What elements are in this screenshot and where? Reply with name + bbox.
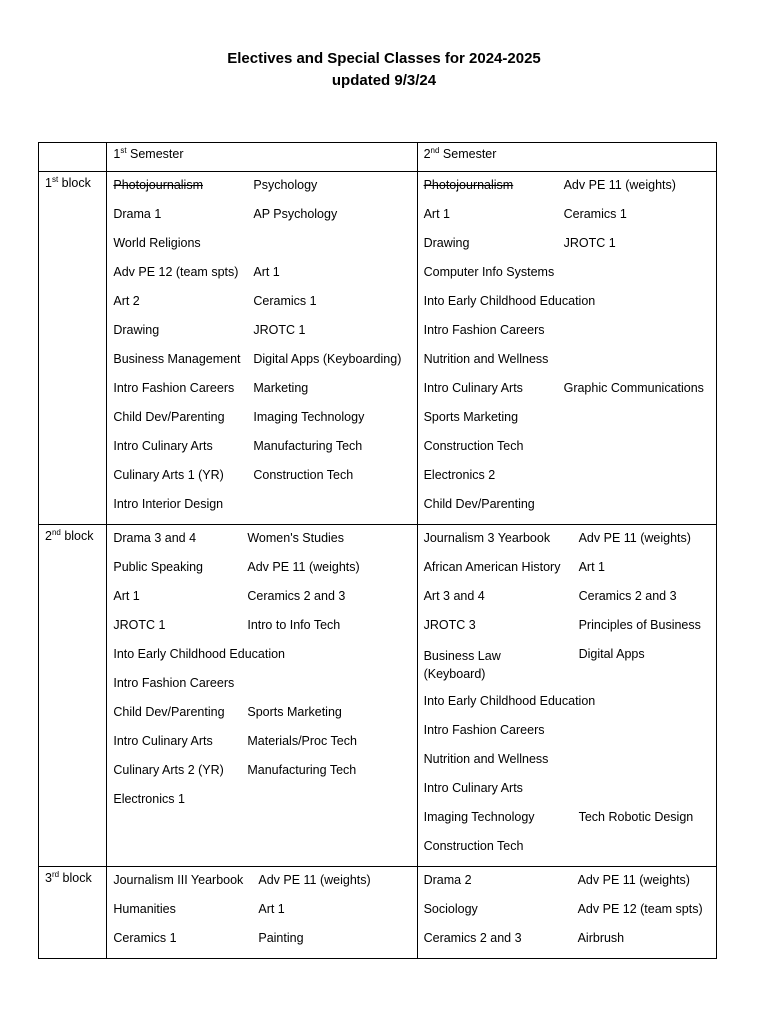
semester-1-number: 1 (113, 147, 121, 161)
list-item (424, 929, 716, 958)
course-name: Art 3 and 4 (423, 589, 485, 603)
list-item (113, 529, 416, 558)
course-name: Ceramics 2 and 3 (247, 589, 346, 603)
block-2-sem1-cell (107, 525, 417, 867)
course-name: Nutrition and Wellness (423, 352, 549, 366)
list-item (424, 900, 716, 929)
course-name: Electronics 1 (113, 792, 185, 806)
course-name: Child Dev/Parenting (113, 410, 225, 424)
block-row-3 (39, 867, 717, 959)
semester-2-number: 2 (423, 147, 431, 161)
course-name: Child Dev/Parenting (423, 497, 535, 511)
header-corner-cell (39, 143, 107, 172)
list-item (113, 234, 416, 263)
list-item (113, 437, 416, 466)
list-item (424, 808, 716, 837)
course-name: Intro Culinary Arts (113, 439, 213, 453)
course-name: Art 1 (578, 560, 605, 574)
list-item (424, 234, 716, 263)
block-label-cell (39, 525, 107, 867)
course-name: Adv PE 11 (weights) (577, 873, 690, 887)
list-item (113, 495, 416, 524)
course-name: Drama 2 (423, 873, 472, 887)
list-item (424, 779, 716, 808)
course-name: Intro Culinary Arts (113, 734, 213, 748)
list-item (113, 587, 416, 616)
course-name: Culinary Arts 2 (YR) (113, 763, 224, 777)
list-item (113, 703, 416, 732)
list-item (113, 674, 416, 703)
course-name: JROTC 1 (113, 618, 166, 632)
course-name: Construction Tech (423, 839, 524, 853)
course-name: Ceramics 2 and 3 (423, 931, 522, 945)
list-item (113, 466, 416, 495)
block-number: 1 (45, 176, 52, 190)
course-name: Intro Fashion Careers (113, 381, 235, 395)
document-title (0, 48, 768, 92)
course-name: Painting (258, 931, 304, 945)
course-name: African American History (423, 560, 561, 574)
course-name: Adv PE 12 (team spts) (577, 902, 703, 916)
block-label: block (60, 529, 94, 543)
course-name: Journalism 3 Yearbook (423, 531, 551, 545)
header-row (39, 143, 717, 172)
course-name: Intro Fashion Careers (423, 323, 545, 337)
list-item (113, 871, 416, 900)
course-name: Adv PE 11 (weights) (258, 873, 371, 887)
list-item (113, 263, 416, 292)
list-item (424, 263, 716, 292)
list-item (424, 721, 716, 750)
list-item (424, 587, 716, 616)
list-item (113, 379, 416, 408)
course-name: JROTC 3 (423, 618, 476, 632)
list-item (424, 379, 716, 408)
course-name: Art 1 (113, 589, 140, 603)
course-name: Intro Culinary Arts (423, 381, 523, 395)
course-name: Photojournalism (423, 178, 514, 192)
block-label-cell (39, 172, 107, 525)
course-name: World Religions (113, 236, 201, 250)
course-name: Construction Tech (253, 468, 354, 482)
course-name: Marketing (253, 381, 309, 395)
list-item (424, 466, 716, 495)
course-name: AP Psychology (253, 207, 338, 221)
semester-1-label: Semester (126, 147, 184, 161)
course-name: Public Speaking (113, 560, 204, 574)
course-name: Business Management (113, 352, 241, 366)
course-name: Drawing (423, 236, 470, 250)
list-item (113, 176, 416, 205)
list-item (113, 205, 416, 234)
block-number-suffix: st (51, 175, 59, 184)
course-name: Sports Marketing (247, 705, 342, 719)
title-line-2: updated 9/3/24 (331, 72, 437, 89)
course-name: Digital Apps (Keyboarding) (253, 352, 402, 366)
list-item (424, 616, 716, 645)
list-item (113, 616, 416, 645)
course-name: Construction Tech (423, 439, 524, 453)
block-3-sem1-cell (107, 867, 417, 959)
course-name: Principles of Business (578, 618, 701, 632)
block-1-sem1-cell (107, 172, 417, 525)
course-name: Adv PE 11 (weights) (247, 560, 360, 574)
course-name: Electronics 2 (423, 468, 496, 482)
list-item (113, 732, 416, 761)
block-1-sem2-cell (417, 172, 716, 525)
block-label: block (59, 871, 92, 885)
block-number: 2 (45, 529, 52, 543)
block-row-1 (39, 172, 717, 525)
course-name: Computer Info Systems (423, 265, 555, 279)
course-name: Graphic Communications (563, 381, 704, 395)
list-item (113, 321, 416, 350)
header-semester-2 (417, 143, 716, 172)
title-line-1: Electives and Special Classes for 2024-2025 (227, 50, 541, 67)
course-name: Photojournalism (113, 178, 203, 192)
course-name: Drawing (113, 323, 160, 337)
course-name: Women's Studies (247, 531, 345, 545)
list-item (113, 900, 416, 929)
course-name: Humanities (113, 902, 176, 916)
list-item (424, 558, 716, 587)
list-item (424, 205, 716, 234)
course-name: Psychology (253, 178, 318, 192)
list-item (113, 408, 416, 437)
list-item (424, 408, 716, 437)
block-3-sem2-cell (417, 867, 716, 959)
list-item (113, 929, 416, 958)
course-name: Intro to Info Tech (247, 618, 341, 632)
course-name: Into Early Childhood Education (113, 647, 285, 661)
course-name: Art 2 (113, 294, 140, 308)
block-number-suffix: nd (51, 528, 61, 537)
list-item (424, 321, 716, 350)
semester-1-suffix: st (120, 146, 127, 155)
course-name: Adv PE 12 (team spts) (113, 265, 239, 279)
list-item (424, 437, 716, 466)
course-name: Into Early Childhood Education (423, 294, 596, 308)
course-name: Culinary Arts 1 (YR) (113, 468, 224, 482)
course-name: Child Dev/Parenting (113, 705, 225, 719)
course-name: Ceramics 1 (113, 931, 177, 945)
block-2-sem2-cell (417, 525, 716, 867)
block-number: 3 (45, 871, 52, 885)
course-name: Manufacturing Tech (247, 763, 357, 777)
course-name: Airbrush (577, 931, 625, 945)
block-label-cell (39, 867, 107, 959)
course-name: Into Early Childhood Education (423, 694, 596, 708)
semester-2-label: Semester (439, 147, 497, 161)
list-item (113, 350, 416, 379)
semester-2-suffix: nd (430, 146, 440, 155)
list-item (424, 495, 716, 524)
course-name: Imaging Technology (253, 410, 365, 424)
list-item (424, 350, 716, 379)
course-name: Business Law (Keyboard) (423, 649, 501, 681)
course-name: Sports Marketing (423, 410, 519, 424)
course-name: Adv PE 11 (weights) (578, 531, 691, 545)
course-name: Art 1 (253, 265, 280, 279)
course-name: Drama 3 and 4 (113, 531, 197, 545)
list-item (424, 837, 716, 866)
electives-table (38, 142, 717, 959)
course-name: Ceramics 1 (253, 294, 317, 308)
block-label: block (58, 176, 91, 190)
list-item (424, 292, 716, 321)
list-item (113, 761, 416, 790)
list-item (424, 645, 716, 692)
course-name: Ceramics 2 and 3 (578, 589, 677, 603)
list-item (113, 558, 416, 587)
course-name: Journalism III Yearbook (113, 873, 244, 887)
course-name: Art 1 (258, 902, 285, 916)
course-name: Adv PE 11 (weights) (563, 178, 676, 192)
course-name: Digital Apps (578, 647, 645, 661)
header-semester-1 (107, 143, 417, 172)
list-item (113, 645, 416, 674)
course-name: Intro Culinary Arts (423, 781, 523, 795)
course-name: Nutrition and Wellness (423, 752, 549, 766)
list-item (424, 176, 716, 205)
course-name: Drama 1 (113, 207, 162, 221)
list-item (113, 790, 416, 819)
block-number-suffix: rd (51, 870, 60, 879)
course-name: Sociology (423, 902, 478, 916)
list-item (424, 871, 716, 900)
course-name: Intro Fashion Careers (423, 723, 545, 737)
course-name: Imaging Technology (423, 810, 535, 824)
course-name: Intro Fashion Careers (113, 676, 235, 690)
course-name: Ceramics 1 (563, 207, 627, 221)
course-name: Tech Robotic Design (578, 810, 694, 824)
course-name: JROTC 1 (253, 323, 306, 337)
list-item (424, 692, 716, 721)
course-name: Manufacturing Tech (253, 439, 363, 453)
list-item (113, 292, 416, 321)
block-rows (39, 172, 717, 959)
list-item (424, 529, 716, 558)
course-name: Art 1 (423, 207, 450, 221)
block-row-2 (39, 525, 717, 867)
course-name: Materials/Proc Tech (247, 734, 357, 748)
list-item (424, 750, 716, 779)
course-name: JROTC 1 (563, 236, 616, 250)
course-name: Intro Interior Design (113, 497, 224, 511)
